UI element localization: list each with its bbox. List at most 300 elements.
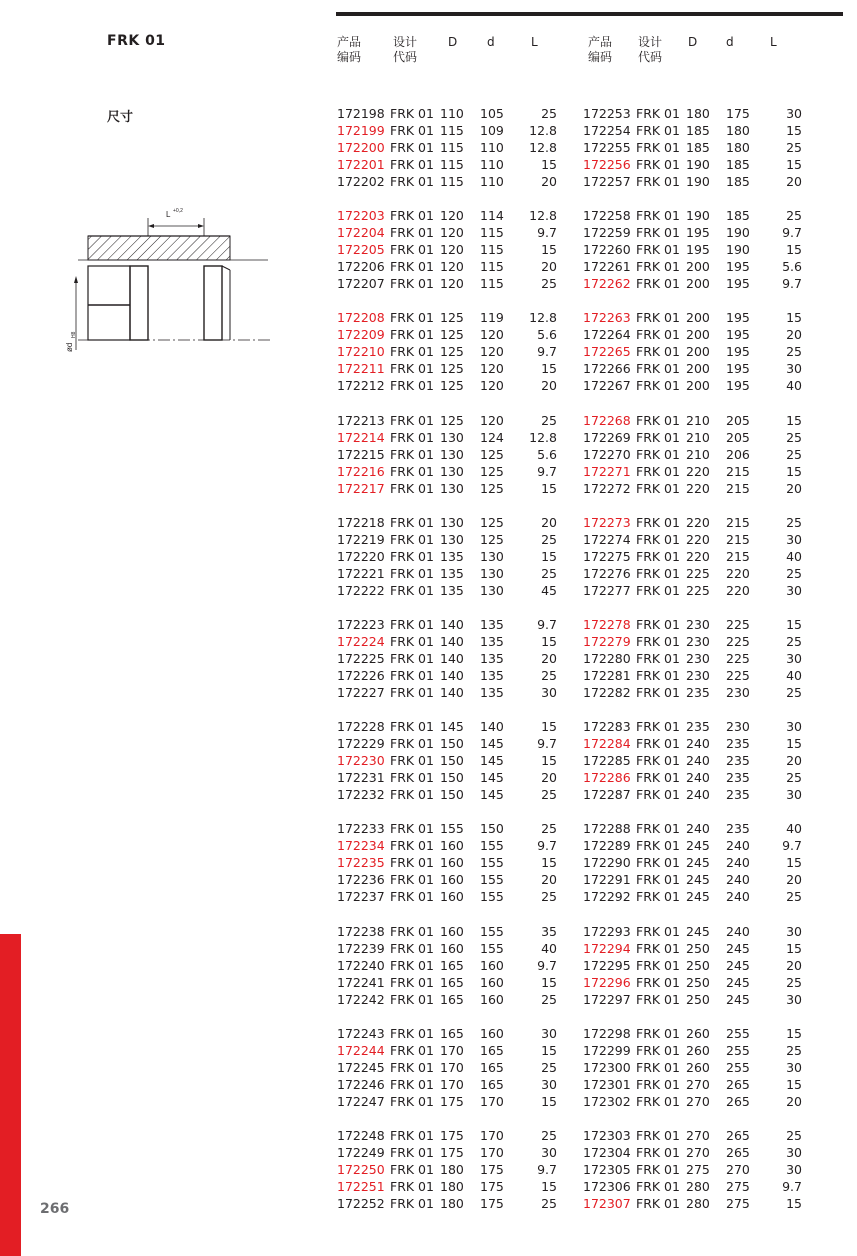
product-code: 172280 (583, 651, 631, 666)
outer-diameter: 170 (440, 1076, 464, 1092)
product-code: 172234 (337, 838, 385, 854)
outer-diameter: 155 (440, 821, 464, 837)
inner-diameter: 135 (480, 685, 504, 700)
inner-diameter: 155 (480, 872, 504, 888)
length: 15 (786, 242, 802, 258)
diameter-tolerance: H8 (71, 331, 77, 338)
design-code: FRK 01 (390, 617, 434, 632)
outer-diameter: 240 (686, 770, 710, 786)
product-code: 172277 (583, 582, 631, 598)
length: 25 (541, 1059, 557, 1075)
design-code: FRK 01 (636, 719, 680, 735)
inner-diameter: 215 (726, 463, 750, 479)
table-row (0, 241, 857, 258)
inner-diameter: 125 (480, 480, 504, 496)
design-code: FRK 01 (636, 174, 680, 189)
product-code: 172205 (337, 242, 385, 258)
product-code: 172260 (583, 242, 631, 258)
inner-diameter: 125 (480, 463, 504, 479)
length: 15 (786, 463, 802, 479)
length: 12.8 (529, 208, 557, 224)
length: 25 (541, 1196, 557, 1211)
length: 9.7 (537, 344, 557, 360)
length: 35 (541, 923, 557, 939)
outer-diameter: 115 (440, 123, 464, 138)
design-code: FRK 01 (636, 225, 680, 241)
design-code: FRK 01 (636, 378, 680, 394)
outer-diameter: 140 (440, 617, 464, 632)
length: 25 (786, 685, 802, 700)
product-code: 172263 (583, 310, 631, 326)
product-code: 172275 (583, 548, 631, 564)
header-product-code: 产品 编码 (588, 35, 613, 64)
inner-diameter: 240 (726, 855, 750, 871)
design-code: FRK 01 (390, 787, 434, 803)
length: 20 (541, 872, 557, 888)
table-row (0, 258, 857, 275)
inner-diameter: 135 (480, 651, 504, 666)
outer-diameter: 150 (440, 787, 464, 803)
outer-diameter: 140 (440, 651, 464, 666)
inner-diameter: 195 (726, 276, 750, 292)
table-row (0, 1025, 857, 1042)
inner-diameter: 235 (726, 821, 750, 837)
outer-diameter: 240 (686, 736, 710, 752)
inner-diameter: 230 (726, 685, 750, 700)
design-code: FRK 01 (390, 361, 434, 377)
outer-diameter: 225 (686, 582, 710, 598)
outer-diameter: 190 (686, 157, 710, 172)
table-row (0, 173, 857, 190)
outer-diameter: 230 (686, 617, 710, 632)
inner-diameter: 145 (480, 787, 504, 803)
design-code: FRK 01 (636, 429, 680, 445)
design-code: FRK 01 (636, 1076, 680, 1092)
inner-diameter: 240 (726, 923, 750, 939)
inner-diameter: 195 (726, 361, 750, 377)
inner-diameter: 124 (480, 429, 504, 445)
outer-diameter: 120 (440, 259, 464, 275)
length: 25 (541, 106, 557, 121)
design-code: FRK 01 (390, 1196, 434, 1211)
design-code: FRK 01 (636, 208, 680, 224)
design-code: FRK 01 (636, 923, 680, 939)
outer-diameter: 245 (686, 872, 710, 888)
outer-diameter: 160 (440, 838, 464, 854)
design-code: FRK 01 (390, 872, 434, 888)
design-code: FRK 01 (390, 957, 434, 973)
outer-diameter: 140 (440, 668, 464, 683)
inner-diameter: 120 (480, 361, 504, 377)
outer-diameter: 120 (440, 208, 464, 224)
product-code: 172203 (337, 208, 385, 224)
outer-diameter: 250 (686, 991, 710, 1007)
table-row (0, 1144, 857, 1161)
outer-diameter: 125 (440, 412, 464, 428)
product-code: 172226 (337, 668, 385, 683)
design-code: FRK 01 (636, 1042, 680, 1058)
outer-diameter: 170 (440, 1042, 464, 1058)
length: 15 (786, 412, 802, 428)
table-row (0, 684, 857, 701)
length: 25 (786, 208, 802, 224)
design-code: FRK 01 (636, 736, 680, 752)
inner-diameter: 235 (726, 787, 750, 803)
design-code: FRK 01 (390, 855, 434, 871)
product-code: 172235 (337, 855, 385, 871)
length: 25 (786, 1128, 802, 1143)
design-code: FRK 01 (390, 1042, 434, 1058)
outer-diameter: 150 (440, 736, 464, 752)
product-code: 172243 (337, 1025, 385, 1041)
product-code: 172236 (337, 872, 385, 888)
outer-diameter: 125 (440, 378, 464, 394)
length: 5.6 (782, 259, 802, 275)
inner-diameter: 235 (726, 770, 750, 786)
inner-diameter: 130 (480, 548, 504, 564)
header-product-code: 产品 编码 (337, 35, 362, 64)
inner-diameter: 265 (726, 1145, 750, 1160)
length: 15 (541, 719, 557, 735)
outer-diameter: 250 (686, 957, 710, 973)
product-code: 172291 (583, 872, 631, 888)
inner-diameter: 119 (480, 310, 504, 326)
design-code: FRK 01 (390, 106, 434, 121)
outer-diameter: 160 (440, 889, 464, 905)
outer-diameter: 160 (440, 855, 464, 871)
product-code: 172268 (583, 412, 631, 428)
design-code: FRK 01 (636, 821, 680, 837)
product-code: 172248 (337, 1128, 385, 1143)
design-code: FRK 01 (390, 208, 434, 224)
inner-diameter: 240 (726, 838, 750, 854)
outer-diameter: 160 (440, 923, 464, 939)
length: 25 (786, 634, 802, 649)
product-code: 172213 (337, 412, 385, 428)
length: 15 (541, 1179, 557, 1194)
product-code: 172288 (583, 821, 631, 837)
product-code: 172266 (583, 361, 631, 377)
inner-diameter: 240 (726, 872, 750, 888)
design-code: FRK 01 (636, 446, 680, 462)
inner-diameter: 109 (480, 123, 504, 138)
length: 20 (786, 480, 802, 496)
design-code: FRK 01 (636, 1025, 680, 1041)
outer-diameter: 245 (686, 889, 710, 905)
outer-diameter: 115 (440, 140, 464, 155)
design-code: FRK 01 (390, 446, 434, 462)
design-code: FRK 01 (390, 548, 434, 564)
diameter-label: ød (65, 342, 74, 352)
outer-diameter: 175 (440, 1093, 464, 1109)
inner-diameter: 140 (480, 719, 504, 735)
table-row (0, 1161, 857, 1178)
table-row (0, 1178, 857, 1195)
length: 9.7 (537, 225, 557, 241)
inner-diameter: 195 (726, 344, 750, 360)
length: 30 (786, 531, 802, 547)
product-code: 172216 (337, 463, 385, 479)
length: 25 (786, 974, 802, 990)
inner-diameter: 160 (480, 974, 504, 990)
length: 40 (786, 548, 802, 564)
inner-diameter: 115 (480, 276, 504, 292)
design-code: FRK 01 (390, 838, 434, 854)
product-code: 172284 (583, 736, 631, 752)
product-code: 172271 (583, 463, 631, 479)
outer-diameter: 235 (686, 719, 710, 735)
outer-diameter: 175 (440, 1128, 464, 1143)
product-code: 172302 (583, 1093, 631, 1109)
length: 20 (541, 378, 557, 394)
table-row (0, 156, 857, 173)
outer-diameter: 185 (686, 140, 710, 155)
table-row (0, 820, 857, 837)
design-code: FRK 01 (390, 480, 434, 496)
product-code: 172270 (583, 446, 631, 462)
length: 25 (541, 787, 557, 803)
length: 20 (786, 753, 802, 769)
inner-diameter: 185 (726, 174, 750, 189)
length: 9.7 (537, 736, 557, 752)
product-code: 172261 (583, 259, 631, 275)
design-code: FRK 01 (636, 1179, 680, 1194)
inner-diameter: 165 (480, 1076, 504, 1092)
outer-diameter: 125 (440, 310, 464, 326)
table-row (0, 377, 857, 394)
inner-diameter: 185 (726, 208, 750, 224)
product-code: 172206 (337, 259, 385, 275)
inner-diameter: 220 (726, 565, 750, 581)
outer-diameter: 230 (686, 634, 710, 649)
outer-diameter: 160 (440, 940, 464, 956)
outer-diameter: 245 (686, 923, 710, 939)
outer-diameter: 115 (440, 157, 464, 172)
length: 30 (786, 582, 802, 598)
design-code: FRK 01 (390, 140, 434, 155)
design-code: FRK 01 (390, 242, 434, 258)
product-code: 172233 (337, 821, 385, 837)
design-code: FRK 01 (636, 157, 680, 172)
product-code: 172299 (583, 1042, 631, 1058)
outer-diameter: 190 (686, 208, 710, 224)
inner-diameter: 130 (480, 582, 504, 598)
product-code: 172289 (583, 838, 631, 854)
design-code: FRK 01 (390, 634, 434, 649)
inner-diameter: 225 (726, 651, 750, 666)
design-code: FRK 01 (636, 634, 680, 649)
design-code: FRK 01 (390, 1162, 434, 1177)
product-code: 172258 (583, 208, 631, 224)
outer-diameter: 180 (440, 1162, 464, 1177)
inner-diameter: 145 (480, 753, 504, 769)
inner-diameter: 165 (480, 1059, 504, 1075)
length: 30 (786, 106, 802, 121)
table-row (0, 139, 857, 156)
length: 12.8 (529, 429, 557, 445)
table-row (0, 1042, 857, 1059)
outer-diameter: 235 (686, 685, 710, 700)
outer-diameter: 220 (686, 480, 710, 496)
inner-diameter: 195 (726, 327, 750, 343)
length: 25 (541, 531, 557, 547)
inner-diameter: 155 (480, 940, 504, 956)
design-code: FRK 01 (636, 991, 680, 1007)
table-row (0, 360, 857, 377)
outer-diameter: 230 (686, 668, 710, 683)
design-code: FRK 01 (390, 412, 434, 428)
outer-diameter: 245 (686, 838, 710, 854)
design-code: FRK 01 (636, 548, 680, 564)
table-row (0, 718, 857, 735)
length: 40 (786, 821, 802, 837)
design-code: FRK 01 (390, 378, 434, 394)
inner-diameter: 155 (480, 923, 504, 939)
outer-diameter: 115 (440, 174, 464, 189)
outer-diameter: 250 (686, 940, 710, 956)
table-row (0, 429, 857, 446)
outer-diameter: 270 (686, 1093, 710, 1109)
outer-diameter: 165 (440, 957, 464, 973)
table-row (0, 1127, 857, 1144)
length: 15 (541, 480, 557, 496)
product-code: 172240 (337, 957, 385, 973)
design-code: FRK 01 (636, 327, 680, 343)
outer-diameter: 125 (440, 361, 464, 377)
product-code: 172283 (583, 719, 631, 735)
outer-diameter: 280 (686, 1179, 710, 1194)
length: 15 (541, 1093, 557, 1109)
inner-diameter: 235 (726, 753, 750, 769)
product-code: 172295 (583, 957, 631, 973)
product-code: 172254 (583, 123, 631, 138)
outer-diameter: 150 (440, 753, 464, 769)
length: 9.7 (537, 838, 557, 854)
inner-diameter: 245 (726, 974, 750, 990)
design-code: FRK 01 (390, 514, 434, 530)
design-code: FRK 01 (390, 344, 434, 360)
inner-diameter: 205 (726, 429, 750, 445)
length: 25 (541, 412, 557, 428)
inner-diameter: 235 (726, 736, 750, 752)
design-code: FRK 01 (390, 123, 434, 138)
outer-diameter: 210 (686, 446, 710, 462)
table-row (0, 667, 857, 684)
product-code: 172222 (337, 582, 385, 598)
table-row (0, 463, 857, 480)
inner-diameter: 125 (480, 514, 504, 530)
length: 40 (541, 940, 557, 956)
product-code: 172252 (337, 1196, 385, 1211)
product-code: 172296 (583, 974, 631, 990)
inner-diameter: 115 (480, 242, 504, 258)
length: 15 (786, 617, 802, 632)
inner-diameter: 225 (726, 668, 750, 683)
table-row (0, 480, 857, 497)
page-title: FRK 01 (107, 33, 166, 49)
inner-diameter: 215 (726, 514, 750, 530)
length: 25 (786, 889, 802, 905)
design-code: FRK 01 (636, 838, 680, 854)
inner-diameter: 175 (480, 1162, 504, 1177)
outer-diameter: 140 (440, 685, 464, 700)
design-code: FRK 01 (390, 259, 434, 275)
table-row (0, 633, 857, 650)
product-code: 172269 (583, 429, 631, 445)
product-code: 172279 (583, 634, 631, 649)
length: 15 (541, 157, 557, 172)
outer-diameter: 180 (686, 106, 710, 121)
design-code: FRK 01 (636, 1128, 680, 1143)
table-row (0, 531, 857, 548)
outer-diameter: 125 (440, 344, 464, 360)
product-code: 172293 (583, 923, 631, 939)
length: 5.6 (537, 446, 557, 462)
design-code: FRK 01 (390, 1128, 434, 1143)
outer-diameter: 170 (440, 1059, 464, 1075)
length: 20 (786, 174, 802, 189)
design-code: FRK 01 (636, 531, 680, 547)
inner-diameter: 255 (726, 1059, 750, 1075)
product-code: 172214 (337, 429, 385, 445)
product-code: 172303 (583, 1128, 631, 1143)
design-code: FRK 01 (390, 531, 434, 547)
table-row (0, 1195, 857, 1212)
product-code: 172304 (583, 1145, 631, 1160)
inner-diameter: 150 (480, 821, 504, 837)
product-code: 172230 (337, 753, 385, 769)
length: 15 (786, 1076, 802, 1092)
product-code: 172278 (583, 617, 631, 632)
outer-diameter: 130 (440, 514, 464, 530)
design-code: FRK 01 (390, 668, 434, 683)
outer-diameter: 195 (686, 225, 710, 241)
outer-diameter: 200 (686, 276, 710, 292)
inner-diameter: 115 (480, 225, 504, 241)
table-row (0, 735, 857, 752)
length: 15 (541, 855, 557, 871)
inner-diameter: 245 (726, 940, 750, 956)
length: 15 (541, 634, 557, 649)
header-L: L (770, 35, 777, 49)
length: 15 (541, 361, 557, 377)
product-code: 172306 (583, 1179, 631, 1194)
length: 9.7 (782, 225, 802, 241)
outer-diameter: 135 (440, 548, 464, 564)
design-code: FRK 01 (390, 821, 434, 837)
product-code: 172211 (337, 361, 385, 377)
design-code: FRK 01 (390, 327, 434, 343)
design-code: FRK 01 (636, 770, 680, 786)
inner-diameter: 105 (480, 106, 504, 121)
table-row (0, 616, 857, 633)
design-code: FRK 01 (390, 1025, 434, 1041)
design-code: FRK 01 (636, 974, 680, 990)
length: 15 (786, 123, 802, 138)
product-code: 172300 (583, 1059, 631, 1075)
length: 15 (786, 736, 802, 752)
length: 30 (786, 787, 802, 803)
design-code: FRK 01 (636, 617, 680, 632)
design-code: FRK 01 (390, 582, 434, 598)
length: 9.7 (782, 1179, 802, 1194)
inner-diameter: 160 (480, 957, 504, 973)
inner-diameter: 195 (726, 259, 750, 275)
product-code: 172212 (337, 378, 385, 394)
inner-diameter: 195 (726, 310, 750, 326)
outer-diameter: 150 (440, 770, 464, 786)
product-code: 172286 (583, 770, 631, 786)
